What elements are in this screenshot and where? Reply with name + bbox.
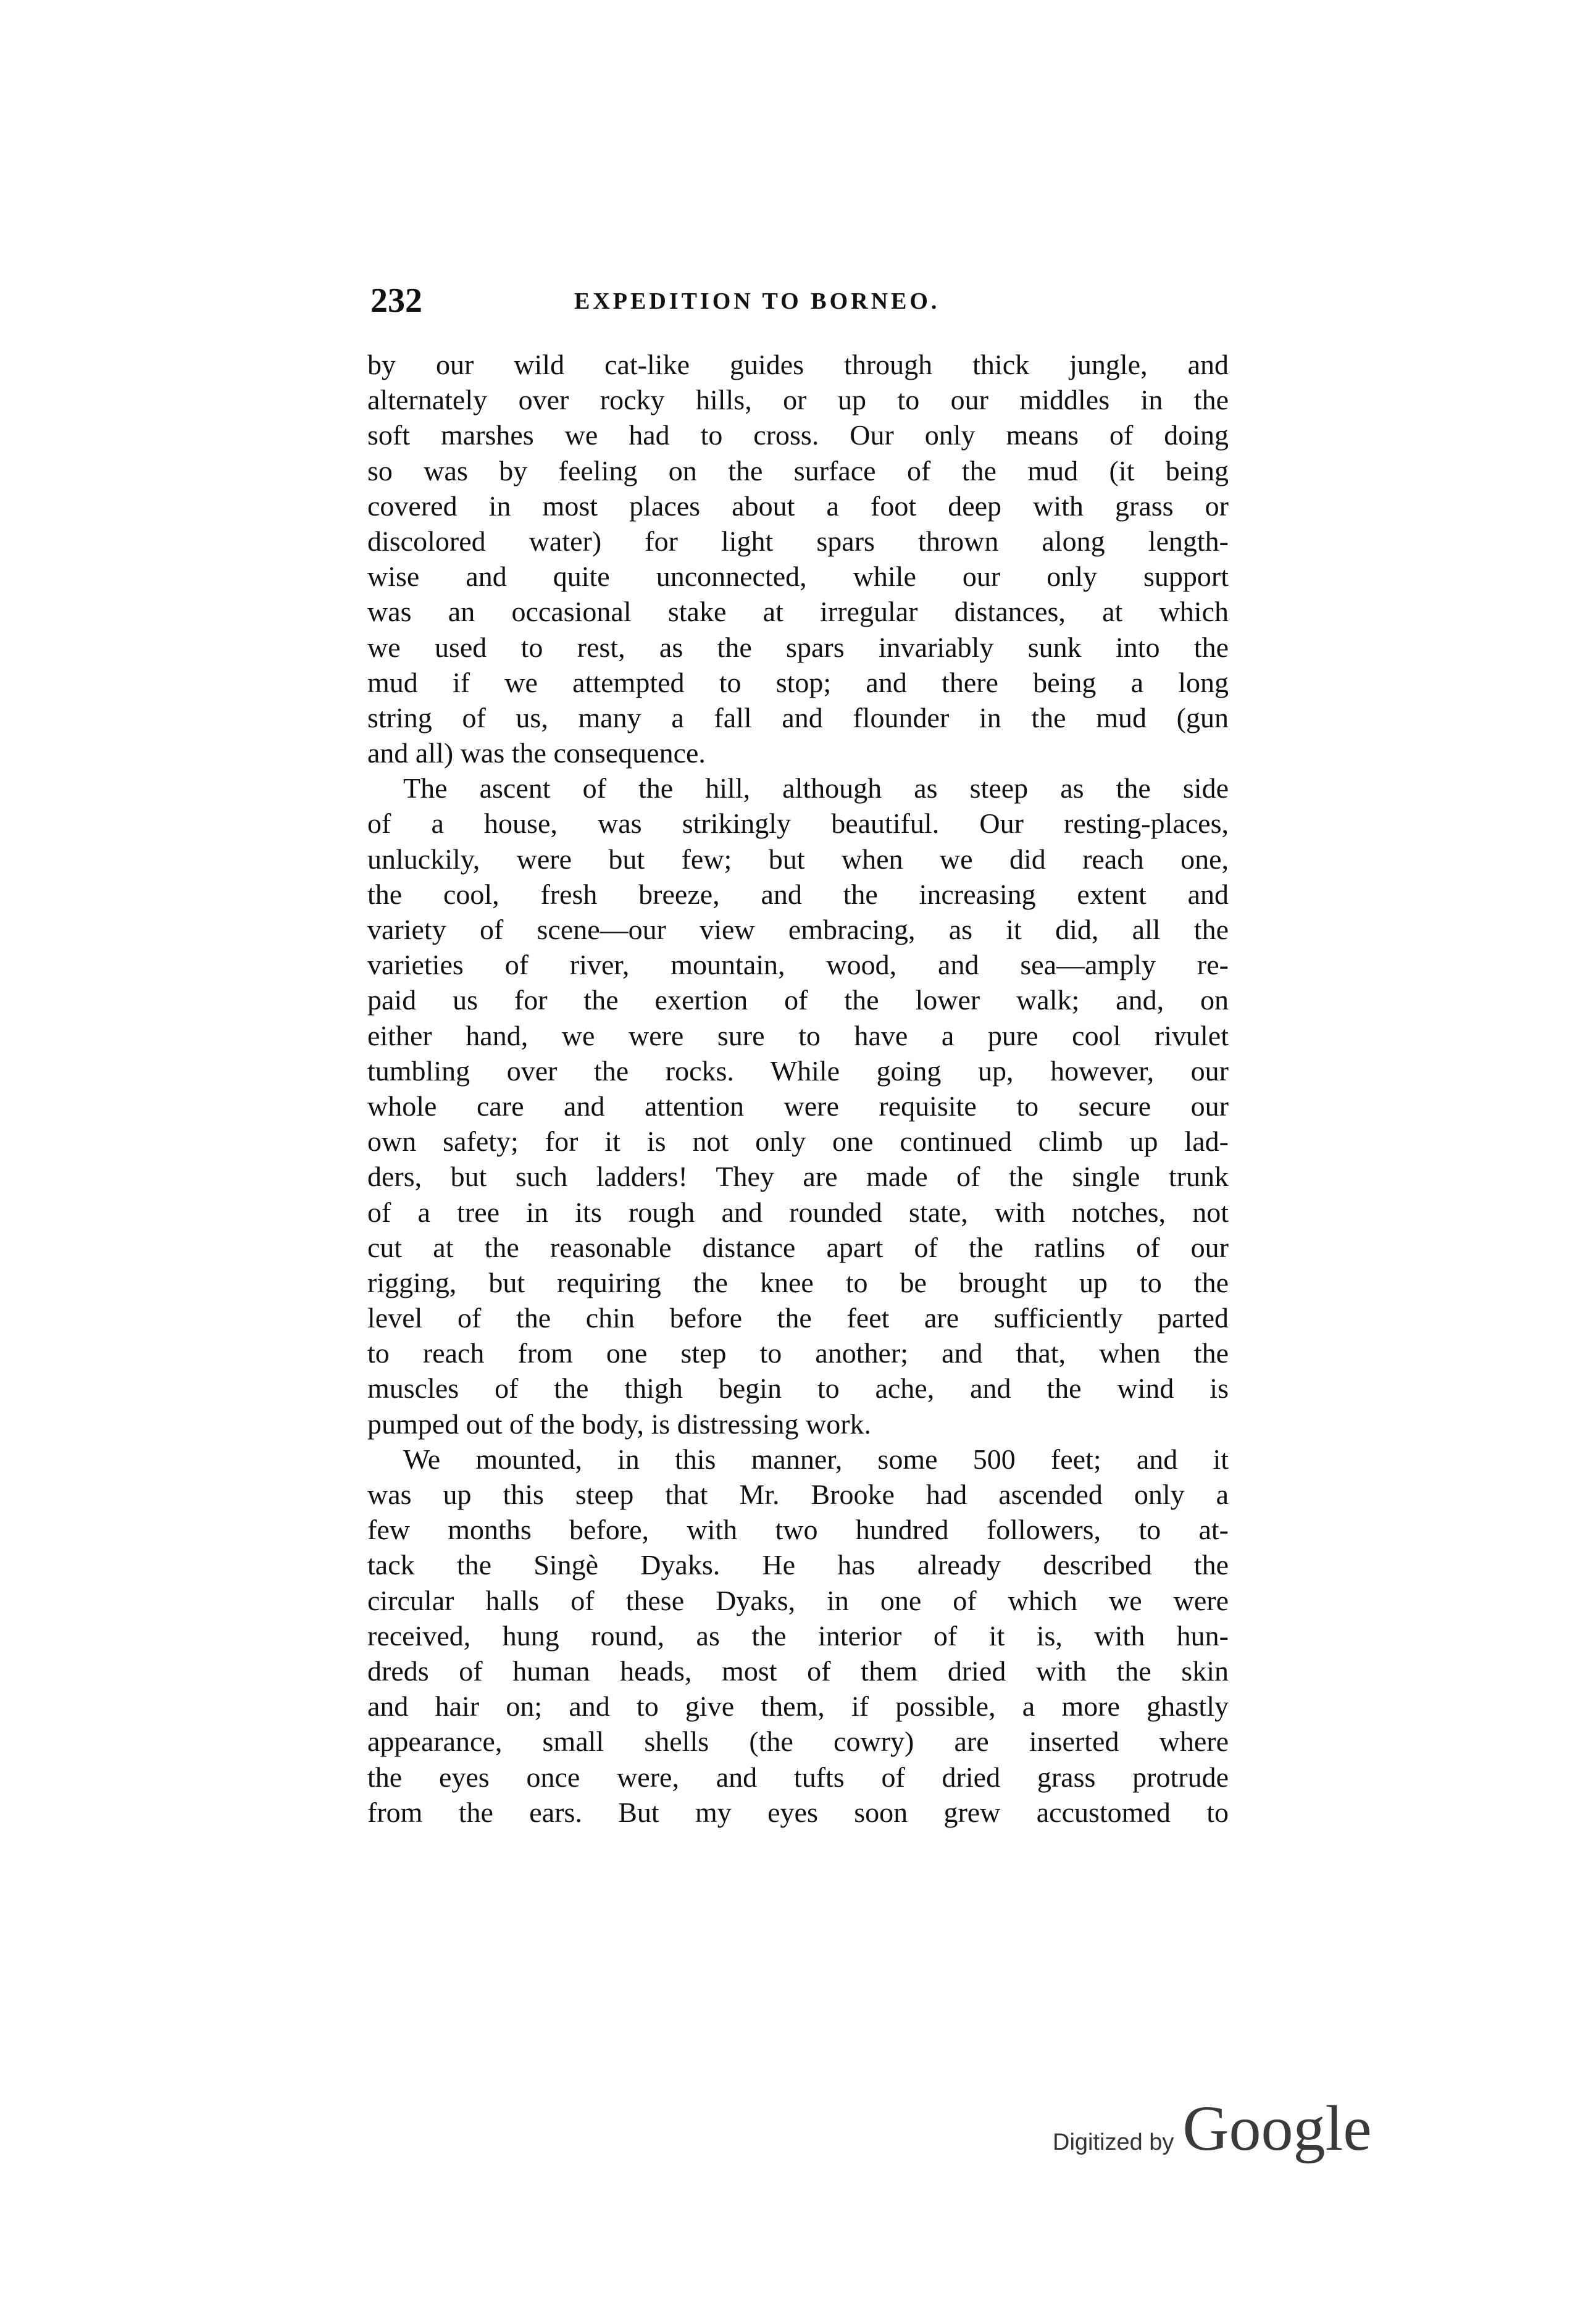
text-line: to reach from one step to another; and that, when the [367,1337,1229,1369]
text-line: rigging, but requiring the knee to be brought up to the [367,1266,1229,1298]
text-line: and hair on; and to give them, if possible, a more ghastly [367,1690,1229,1723]
page-number: 232 [370,282,422,320]
text-line: whole care and attention were requisite to secure our [367,1090,1229,1122]
text-line: covered in most places about a foot deep with grass or [367,490,1229,522]
text-line: tumbling over the rocks. While going up, however, our [367,1055,1229,1087]
text-line: soft marshes we had to cross. Our only means of doing [367,419,1229,451]
text-line: level of the chin before the feet are sufficiently parted [367,1302,1229,1334]
text-line: paid us for the exertion of the lower walk; and, on [367,984,1229,1016]
text-line: discolored water) for light spars thrown along length- [367,525,1229,557]
digitized-by-label: Digitized by [1053,2129,1174,2155]
digitized-watermark [1053,2092,1372,2164]
text-line: string of us, many a fall and flounder in the mud (gun [367,701,1229,733]
text-line: of a tree in its rough and rounded state, with notches, not [367,1196,1229,1228]
text-line: we used to rest, as the spars invariably sunk into the [367,631,1229,663]
text-line: either hand, we were sure to have a pure cool rivulet [367,1019,1229,1051]
text-line: and all) was the consequence. [367,737,706,769]
page-header [370,279,1229,322]
text-line: few months before, with two hundred followers, to at- [367,1514,1229,1546]
text-line: mud if we attempted to stop; and there being a long [367,666,1229,698]
text-line: so was by feeling on the surface of the mud (it being [367,454,1229,487]
text-line: unluckily, were but few; but when we did reach one, [367,843,1229,875]
text-line: from the ears. But my eyes soon grew accustomed to [367,1796,1229,1828]
text-line: appearance, small shells (the cowry) are inserted where [367,1726,1229,1758]
text-line: alternately over rocky hills, or up to our middles in the [367,384,1229,416]
text-line: dreds of human heads, most of them dried with the skin [367,1655,1229,1687]
text-line: muscles of the thigh begin to ache, and the wind is [367,1372,1229,1405]
running-head: EXPEDITION TO BORNEO. [574,288,940,314]
text-line: was an occasional stake at irregular distances, at which [367,596,1229,628]
text-line: received, hung round, as the interior of it is, with hun- [367,1619,1229,1652]
text-line: the eyes once were, and tufts of dried grass protrude [367,1761,1229,1793]
body-text [367,347,1229,1830]
text-line: The ascent of the hill, although as steep as the side [403,772,1229,804]
google-logo: Google [1182,2093,1372,2164]
text-line: own safety; for it is not only one continued climb up lad- [367,1126,1229,1158]
text-line: the cool, fresh breeze, and the increasing extent and [367,878,1229,910]
text-line: We mounted, in this manner, some 500 feet; and it [403,1443,1229,1475]
text-line: varieties of river, mountain, wood, and sea—amply re- [367,949,1229,981]
text-line: variety of scene—our view embracing, as it did, all the [367,914,1229,945]
text-line: cut at the reasonable distance apart of the ratlins of our [367,1231,1229,1263]
text-line: by our wild cat-like guides through thick jungle, and [367,349,1229,380]
text-line: circular halls of these Dyaks, in one of which we were [367,1584,1229,1616]
text-line: of a house, was strikingly beautiful. Our resting-places, [367,808,1229,840]
text-line: ders, but such ladders! They are made of the single trunk [367,1161,1229,1193]
text-line: wise and quite unconnected, while our only support [367,561,1229,593]
text-line: tack the Singè Dyaks. He has already described the [367,1549,1229,1581]
text-line: pumped out of the body, is distressing work. [367,1408,872,1440]
text-line: was up this steep that Mr. Brooke had ascended only a [367,1479,1229,1510]
